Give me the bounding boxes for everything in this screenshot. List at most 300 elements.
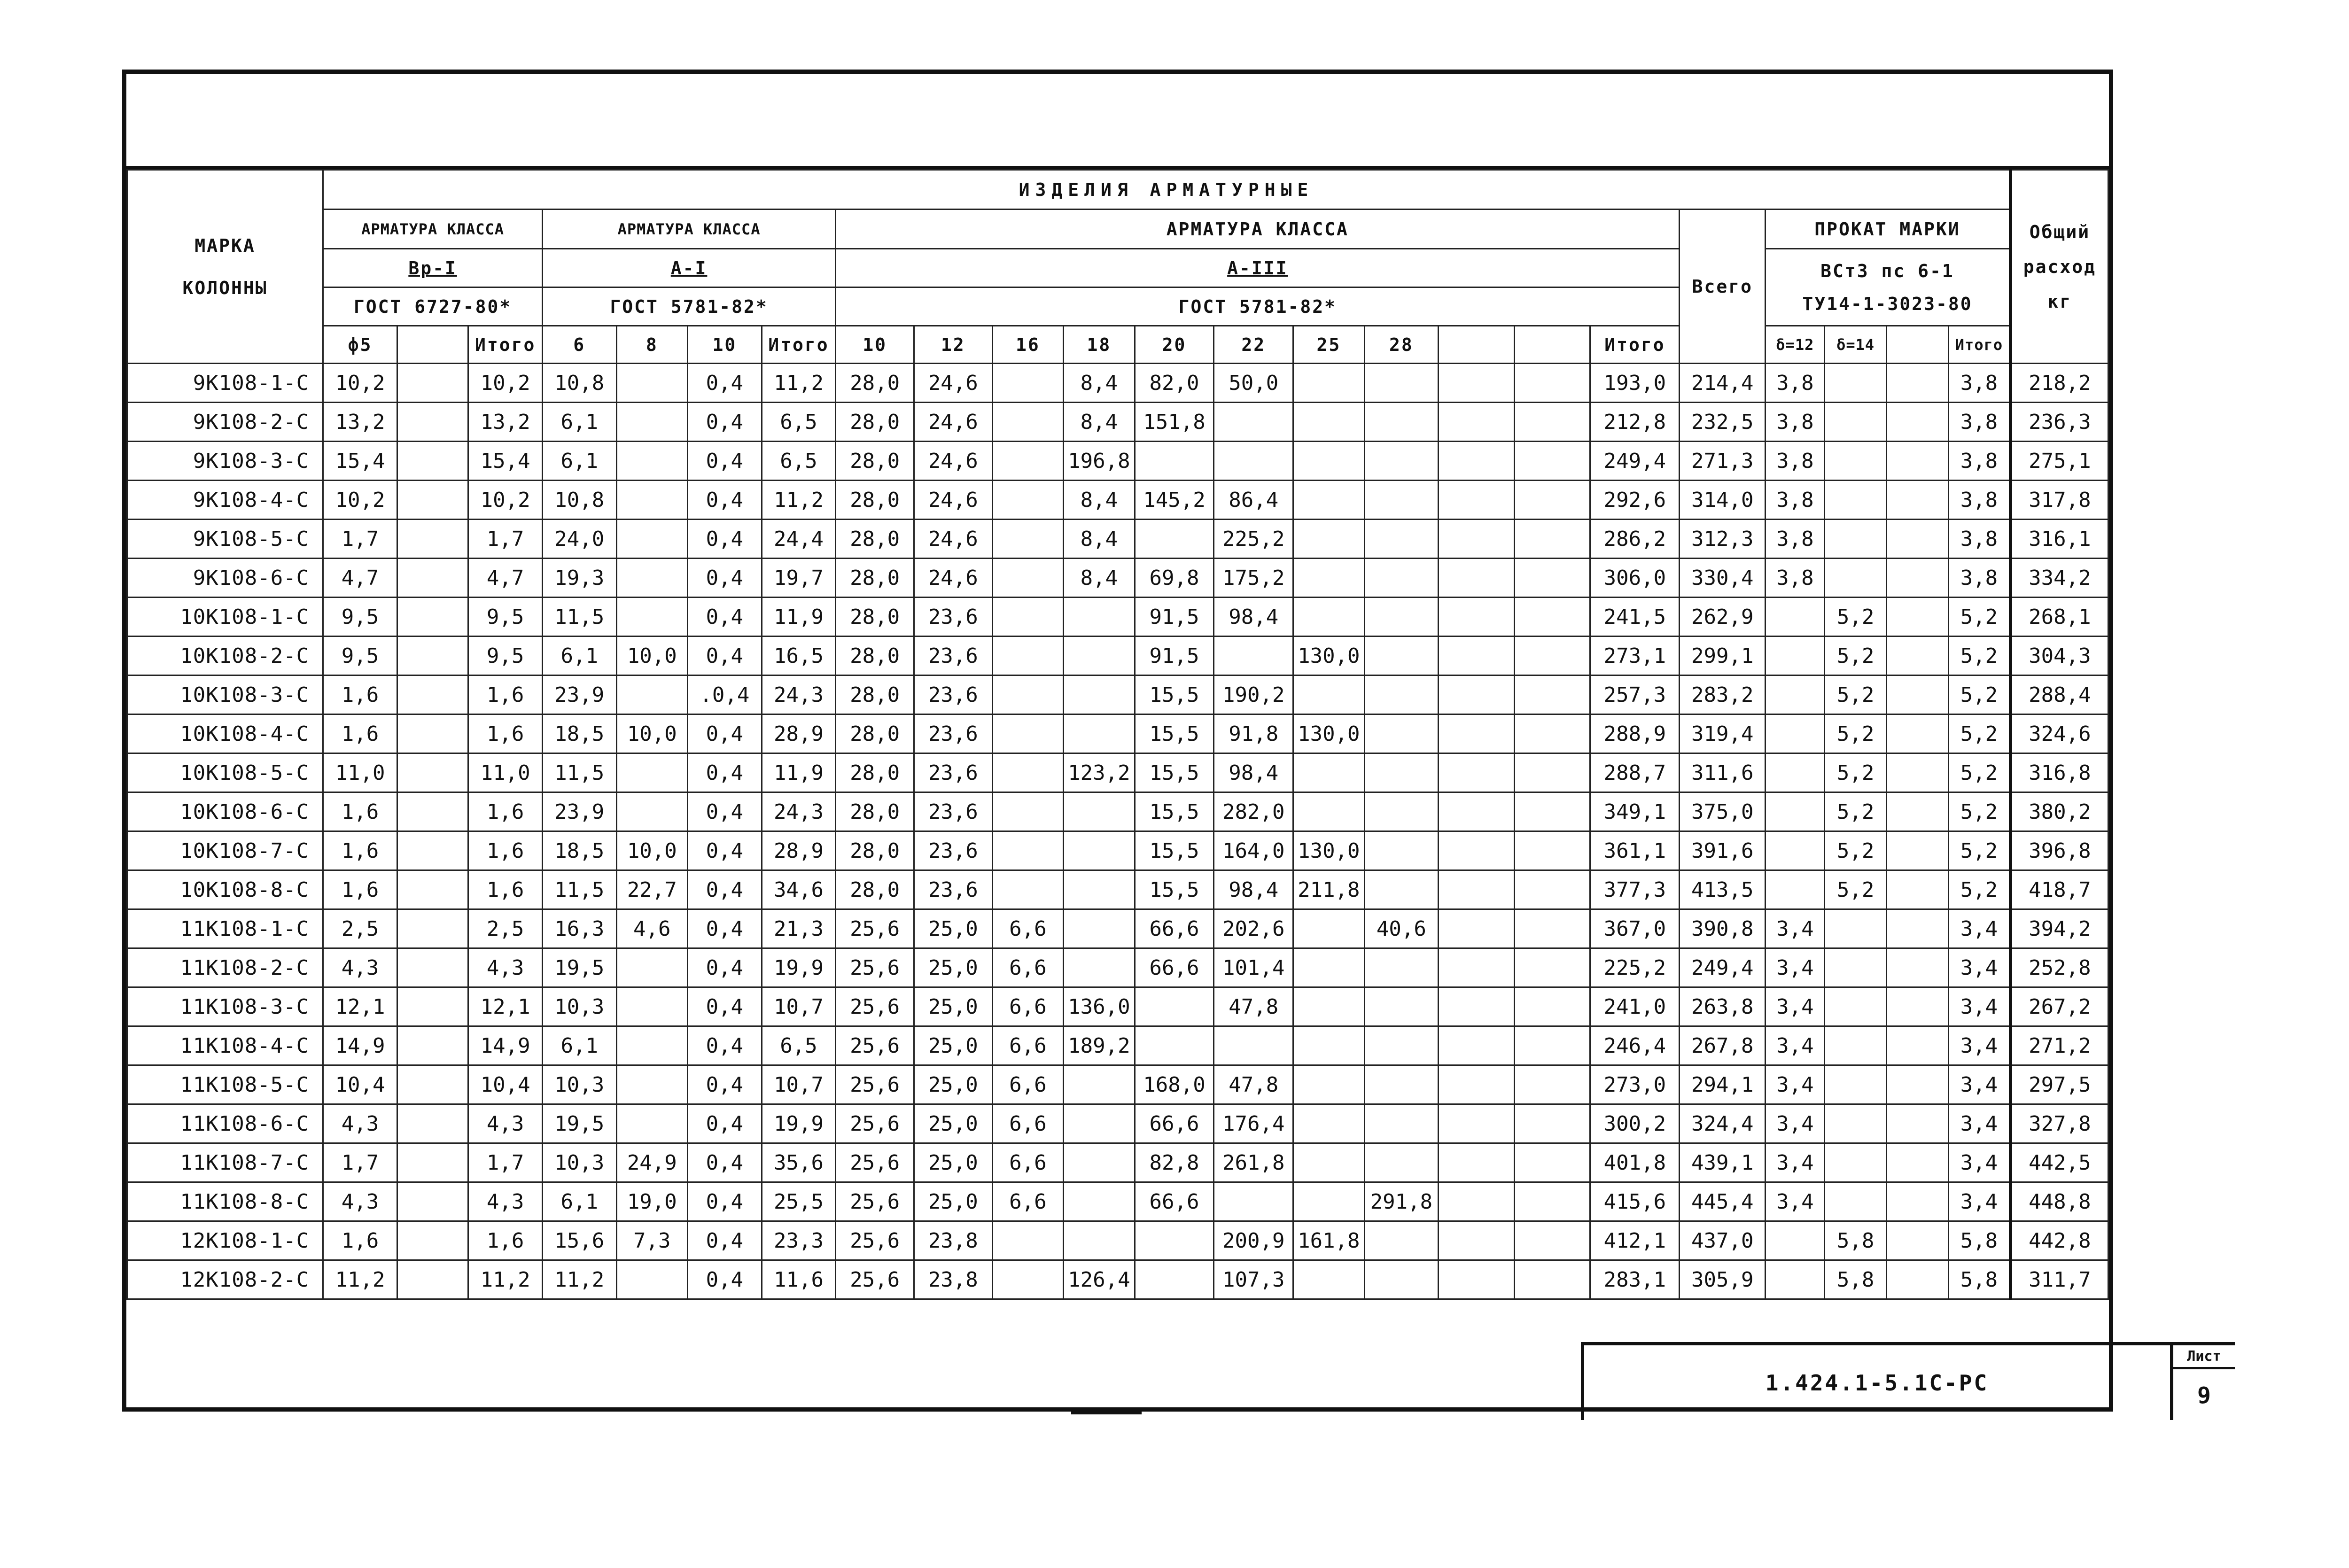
- value-cell: 391,6: [1680, 831, 1766, 870]
- value-cell: [1293, 753, 1365, 792]
- scan-mark: [1071, 1411, 1142, 1414]
- column-mark-cell: 9К108-3-С: [127, 442, 323, 481]
- value-cell: 225,2: [1214, 520, 1293, 559]
- subcol-header: 22: [1214, 326, 1293, 364]
- value-cell: 5,2: [1825, 598, 1886, 637]
- value-cell: 1,7: [468, 1143, 543, 1182]
- value-cell: 3,8: [1766, 559, 1825, 598]
- value-cell: 25,6: [836, 1260, 914, 1299]
- overall-cell: 268,1: [2010, 598, 2108, 637]
- value-cell: 24,6: [914, 403, 992, 442]
- value-cell: [616, 948, 688, 987]
- value-cell: 4,7: [468, 559, 543, 598]
- value-cell: 24,6: [914, 442, 992, 481]
- value-cell: 14,9: [323, 1026, 397, 1065]
- value-cell: [1364, 442, 1439, 481]
- value-cell: [1135, 1026, 1214, 1065]
- value-cell: 2,5: [323, 909, 397, 948]
- value-cell: 439,1: [1680, 1143, 1766, 1182]
- value-cell: [616, 1065, 688, 1104]
- value-cell: [616, 675, 688, 714]
- value-cell: [1064, 1143, 1135, 1182]
- value-cell: 0,4: [688, 714, 762, 753]
- column-mark-cell: 9К108-4-С: [127, 481, 323, 520]
- column-mark-cell: 10К108-3-С: [127, 675, 323, 714]
- value-cell: 5,8: [1949, 1221, 2011, 1260]
- total-header: Всего: [1680, 210, 1766, 364]
- value-cell: [1825, 403, 1886, 442]
- value-cell: 0,4: [688, 753, 762, 792]
- value-cell: 23,6: [914, 831, 992, 870]
- value-cell: 3,8: [1766, 520, 1825, 559]
- value-cell: [1439, 948, 1515, 987]
- value-cell: 6,1: [542, 1182, 616, 1221]
- value-cell: [992, 1260, 1064, 1299]
- value-cell: [1214, 1182, 1293, 1221]
- overall-cell: 252,8: [2010, 948, 2108, 987]
- value-cell: 23,6: [914, 753, 992, 792]
- value-cell: [616, 403, 688, 442]
- value-cell: [397, 637, 468, 675]
- value-cell: [1886, 948, 1948, 987]
- value-cell: 130,0: [1293, 831, 1365, 870]
- value-cell: 214,4: [1680, 364, 1766, 403]
- value-cell: 23,9: [542, 675, 616, 714]
- value-cell: 25,0: [914, 1065, 992, 1104]
- value-cell: [397, 1104, 468, 1143]
- value-cell: 35,6: [762, 1143, 836, 1182]
- overall-cell: 448,8: [2010, 1182, 2108, 1221]
- value-cell: 5,2: [1949, 598, 2011, 637]
- value-cell: 4,7: [323, 559, 397, 598]
- value-cell: 8,4: [1064, 364, 1135, 403]
- value-cell: 34,6: [762, 870, 836, 909]
- value-cell: 1,6: [468, 675, 543, 714]
- value-cell: 19,0: [616, 1182, 688, 1221]
- value-cell: [1135, 1221, 1214, 1260]
- value-cell: [1064, 870, 1135, 909]
- value-cell: [1364, 559, 1439, 598]
- value-cell: [992, 403, 1064, 442]
- value-cell: 91,5: [1135, 598, 1214, 637]
- value-cell: 3,8: [1766, 364, 1825, 403]
- value-cell: [1886, 1221, 1948, 1260]
- value-cell: 3,8: [1949, 559, 2011, 598]
- value-cell: 1,7: [323, 1143, 397, 1182]
- value-cell: [1364, 520, 1439, 559]
- value-cell: [1364, 948, 1439, 987]
- value-cell: [992, 753, 1064, 792]
- value-cell: [1364, 714, 1439, 753]
- value-cell: 211,8: [1293, 870, 1365, 909]
- value-cell: [1514, 520, 1590, 559]
- value-cell: 3,8: [1949, 481, 2011, 520]
- value-cell: [992, 559, 1064, 598]
- value-cell: [397, 1143, 468, 1182]
- value-cell: [1293, 1104, 1365, 1143]
- group3-class: А-III: [836, 249, 1680, 287]
- value-cell: 202,6: [1214, 909, 1293, 948]
- value-cell: [1439, 520, 1515, 559]
- value-cell: [1886, 1143, 1948, 1182]
- value-cell: [1514, 442, 1590, 481]
- value-cell: 8,4: [1064, 403, 1135, 442]
- value-cell: [1766, 675, 1825, 714]
- value-cell: 91,8: [1214, 714, 1293, 753]
- value-cell: [992, 598, 1064, 637]
- top-blank-strip: [126, 74, 2109, 169]
- value-cell: 1,6: [323, 1221, 397, 1260]
- value-cell: 15,5: [1135, 792, 1214, 831]
- value-cell: 288,9: [1590, 714, 1680, 753]
- value-cell: [397, 792, 468, 831]
- value-cell: 25,5: [762, 1182, 836, 1221]
- value-cell: 1,7: [468, 520, 543, 559]
- value-cell: [1439, 909, 1515, 948]
- value-cell: 22,7: [616, 870, 688, 909]
- value-cell: [1766, 1260, 1825, 1299]
- value-cell: [1514, 1221, 1590, 1260]
- value-cell: 28,0: [836, 714, 914, 753]
- value-cell: [1886, 1260, 1948, 1299]
- value-cell: [1364, 1143, 1439, 1182]
- value-cell: [1135, 442, 1214, 481]
- value-cell: [1886, 792, 1948, 831]
- value-cell: 24,3: [762, 792, 836, 831]
- value-cell: 306,0: [1590, 559, 1680, 598]
- value-cell: 9,5: [468, 598, 543, 637]
- value-cell: [1514, 637, 1590, 675]
- value-cell: 15,5: [1135, 753, 1214, 792]
- column-mark-cell: 10К108-4-С: [127, 714, 323, 753]
- value-cell: 3,4: [1949, 948, 2011, 987]
- value-cell: 3,4: [1949, 909, 2011, 948]
- value-cell: [1514, 987, 1590, 1026]
- value-cell: 3,4: [1949, 1143, 2011, 1182]
- value-cell: 8,4: [1064, 481, 1135, 520]
- value-cell: 273,1: [1590, 637, 1680, 675]
- subcol-header: Итого: [1590, 326, 1680, 364]
- value-cell: [1825, 481, 1886, 520]
- value-cell: 12,1: [468, 987, 543, 1026]
- value-cell: 21,3: [762, 909, 836, 948]
- value-cell: [1825, 909, 1886, 948]
- value-cell: 0,4: [688, 1221, 762, 1260]
- value-cell: [1439, 364, 1515, 403]
- value-cell: [1766, 598, 1825, 637]
- value-cell: [397, 364, 468, 403]
- value-cell: [1064, 1065, 1135, 1104]
- value-cell: [1825, 1104, 1886, 1143]
- value-cell: 50,0: [1214, 364, 1293, 403]
- value-cell: 4,3: [323, 948, 397, 987]
- value-cell: [1214, 442, 1293, 481]
- column-mark-cell: 10К108-2-С: [127, 637, 323, 675]
- value-cell: 6,6: [992, 909, 1064, 948]
- value-cell: 3,4: [1766, 1026, 1825, 1065]
- value-cell: 66,6: [1135, 1104, 1214, 1143]
- value-cell: 28,9: [762, 831, 836, 870]
- value-cell: [992, 481, 1064, 520]
- value-cell: 28,0: [836, 792, 914, 831]
- subcol-header: Итого: [468, 326, 543, 364]
- value-cell: 5,2: [1825, 637, 1886, 675]
- value-cell: [1439, 714, 1515, 753]
- value-cell: [1439, 1221, 1515, 1260]
- value-cell: 15,4: [468, 442, 543, 481]
- value-cell: 98,4: [1214, 870, 1293, 909]
- value-cell: [1364, 598, 1439, 637]
- value-cell: 19,3: [542, 559, 616, 598]
- value-cell: [1886, 403, 1948, 442]
- value-cell: [1766, 1221, 1825, 1260]
- value-cell: 0,4: [688, 1065, 762, 1104]
- value-cell: [992, 1221, 1064, 1260]
- value-cell: 3,4: [1949, 1182, 2011, 1221]
- value-cell: 25,0: [914, 987, 992, 1026]
- value-cell: 161,8: [1293, 1221, 1365, 1260]
- value-cell: 1,6: [468, 792, 543, 831]
- table-row: [127, 520, 2108, 559]
- value-cell: [397, 870, 468, 909]
- value-cell: 5,2: [1949, 637, 2011, 675]
- value-cell: 25,6: [836, 909, 914, 948]
- value-cell: 40,6: [1364, 909, 1439, 948]
- overall-cell: 317,8: [2010, 481, 2108, 520]
- value-cell: 6,6: [992, 1026, 1064, 1065]
- value-cell: 361,1: [1590, 831, 1680, 870]
- value-cell: 10,3: [542, 987, 616, 1026]
- value-cell: 1,6: [468, 870, 543, 909]
- value-cell: [1514, 675, 1590, 714]
- value-cell: 6,6: [992, 948, 1064, 987]
- column-mark-cell: 11К108-4-С: [127, 1026, 323, 1065]
- value-cell: 130,0: [1293, 637, 1365, 675]
- value-cell: 16,5: [762, 637, 836, 675]
- group1-gost: ГОСТ 6727-80*: [323, 287, 543, 326]
- value-cell: 10,2: [323, 481, 397, 520]
- value-cell: 311,6: [1680, 753, 1766, 792]
- value-cell: 13,2: [323, 403, 397, 442]
- table-row: [127, 987, 2108, 1026]
- subcol-header: 12: [914, 326, 992, 364]
- value-cell: [992, 442, 1064, 481]
- value-cell: 11,9: [762, 753, 836, 792]
- value-cell: 19,9: [762, 948, 836, 987]
- value-cell: 1,6: [468, 714, 543, 753]
- value-cell: 0,4: [688, 559, 762, 598]
- value-cell: [616, 1026, 688, 1065]
- value-cell: 10,2: [468, 481, 543, 520]
- value-cell: [1825, 948, 1886, 987]
- value-cell: 24,4: [762, 520, 836, 559]
- table-row: [127, 1182, 2108, 1221]
- value-cell: 24,6: [914, 364, 992, 403]
- value-cell: 300,2: [1590, 1104, 1680, 1143]
- value-cell: 10,8: [542, 481, 616, 520]
- value-cell: 145,2: [1135, 481, 1214, 520]
- value-cell: 4,3: [323, 1182, 397, 1221]
- value-cell: 19,7: [762, 559, 836, 598]
- value-cell: 8,4: [1064, 520, 1135, 559]
- value-cell: 25,0: [914, 1143, 992, 1182]
- subcol-header: [1439, 326, 1515, 364]
- value-cell: 25,6: [836, 1182, 914, 1221]
- subcol-header: [1514, 326, 1590, 364]
- value-cell: 47,8: [1214, 1065, 1293, 1104]
- value-cell: [1364, 1260, 1439, 1299]
- value-cell: [1293, 1065, 1365, 1104]
- value-cell: 66,6: [1135, 948, 1214, 987]
- overall-cell: 316,1: [2010, 520, 2108, 559]
- value-cell: 28,0: [836, 403, 914, 442]
- value-cell: 324,4: [1680, 1104, 1766, 1143]
- value-cell: 8,4: [1064, 559, 1135, 598]
- value-cell: 15,5: [1135, 675, 1214, 714]
- value-cell: [1825, 442, 1886, 481]
- subcolumn-header-row: [127, 326, 2108, 364]
- value-cell: 15,5: [1135, 870, 1214, 909]
- value-cell: [1293, 675, 1365, 714]
- value-cell: 0,4: [688, 792, 762, 831]
- column-mark-cell: 11К108-8-С: [127, 1182, 323, 1221]
- value-cell: 86,4: [1214, 481, 1293, 520]
- value-cell: [1886, 714, 1948, 753]
- value-cell: 25,0: [914, 909, 992, 948]
- value-cell: 249,4: [1590, 442, 1680, 481]
- column-mark-cell: 9К108-5-С: [127, 520, 323, 559]
- group2-gost: ГОСТ 5781-82*: [542, 287, 835, 326]
- value-cell: 10,4: [323, 1065, 397, 1104]
- value-cell: [1364, 1065, 1439, 1104]
- overall-cell: 380,2: [2010, 792, 2108, 831]
- value-cell: 1,6: [323, 831, 397, 870]
- value-cell: 193,0: [1590, 364, 1680, 403]
- subcol-header: 25: [1293, 326, 1365, 364]
- value-cell: 19,5: [542, 948, 616, 987]
- value-cell: 28,0: [836, 559, 914, 598]
- subcol-header: 16: [992, 326, 1064, 364]
- value-cell: 291,8: [1364, 1182, 1439, 1221]
- value-cell: 3,4: [1949, 1065, 2011, 1104]
- column-mark-cell: 9К108-6-С: [127, 559, 323, 598]
- value-cell: [1766, 714, 1825, 753]
- value-cell: 3,4: [1766, 1143, 1825, 1182]
- value-cell: [1293, 403, 1365, 442]
- value-cell: 3,8: [1766, 442, 1825, 481]
- value-cell: 312,3: [1680, 520, 1766, 559]
- value-cell: 28,0: [836, 442, 914, 481]
- value-cell: 0,4: [688, 520, 762, 559]
- column-mark-cell: 10К108-1-С: [127, 598, 323, 637]
- value-cell: 367,0: [1590, 909, 1680, 948]
- value-cell: [992, 870, 1064, 909]
- value-cell: [1364, 870, 1439, 909]
- value-cell: 1,6: [323, 675, 397, 714]
- value-cell: 123,2: [1064, 753, 1135, 792]
- value-cell: 5,2: [1949, 753, 2011, 792]
- value-cell: [1439, 987, 1515, 1026]
- subcol-header: [1886, 326, 1948, 364]
- value-cell: [1364, 987, 1439, 1026]
- value-cell: 10,3: [542, 1065, 616, 1104]
- value-cell: 3,4: [1949, 987, 2011, 1026]
- value-cell: [1364, 364, 1439, 403]
- value-cell: 241,5: [1590, 598, 1680, 637]
- value-cell: 0,4: [688, 831, 762, 870]
- value-cell: 0,4: [688, 637, 762, 675]
- value-cell: [1364, 675, 1439, 714]
- value-cell: 249,4: [1680, 948, 1766, 987]
- value-cell: [1439, 442, 1515, 481]
- value-cell: 4,3: [323, 1104, 397, 1143]
- value-cell: 3,8: [1949, 520, 2011, 559]
- value-cell: 16,3: [542, 909, 616, 948]
- overall-cell: 316,8: [2010, 753, 2108, 792]
- value-cell: 136,0: [1064, 987, 1135, 1026]
- value-cell: 25,6: [836, 1104, 914, 1143]
- value-cell: [397, 1182, 468, 1221]
- value-cell: 175,2: [1214, 559, 1293, 598]
- value-cell: [1439, 870, 1515, 909]
- value-cell: 3,4: [1766, 1182, 1825, 1221]
- value-cell: [397, 442, 468, 481]
- value-cell: 7,3: [616, 1221, 688, 1260]
- value-cell: 282,0: [1214, 792, 1293, 831]
- value-cell: 6,1: [542, 403, 616, 442]
- value-cell: [1064, 675, 1135, 714]
- value-cell: 82,0: [1135, 364, 1214, 403]
- value-cell: 168,0: [1135, 1065, 1214, 1104]
- value-cell: 24,6: [914, 520, 992, 559]
- value-cell: 1,6: [323, 870, 397, 909]
- value-cell: 28,0: [836, 520, 914, 559]
- value-cell: 390,8: [1680, 909, 1766, 948]
- value-cell: 3,8: [1949, 364, 2011, 403]
- value-cell: 9,5: [323, 637, 397, 675]
- value-cell: 299,1: [1680, 637, 1766, 675]
- value-cell: 2,5: [468, 909, 543, 948]
- overall-cell: 267,2: [2010, 987, 2108, 1026]
- value-cell: [1364, 637, 1439, 675]
- value-cell: 6,5: [762, 1026, 836, 1065]
- table-row: [127, 1260, 2108, 1299]
- subcol-header: 18: [1064, 326, 1135, 364]
- value-cell: [1064, 1221, 1135, 1260]
- table-row: [127, 481, 2108, 520]
- value-cell: 14,9: [468, 1026, 543, 1065]
- value-cell: [1514, 1065, 1590, 1104]
- value-cell: 3,4: [1766, 1104, 1825, 1143]
- value-cell: [1439, 675, 1515, 714]
- value-cell: 6,6: [992, 1104, 1064, 1143]
- overall-cell: 236,3: [2010, 403, 2108, 442]
- value-cell: 10,2: [323, 364, 397, 403]
- subcol-header: 10: [836, 326, 914, 364]
- value-cell: [1064, 1182, 1135, 1221]
- value-cell: 9,5: [323, 598, 397, 637]
- title-block: [1581, 1342, 2221, 1420]
- value-cell: 1,6: [468, 831, 543, 870]
- value-cell: [616, 364, 688, 403]
- value-cell: 6,6: [992, 987, 1064, 1026]
- value-cell: [1064, 831, 1135, 870]
- value-cell: 25,0: [914, 1026, 992, 1065]
- value-cell: 19,9: [762, 1104, 836, 1143]
- value-cell: 3,4: [1766, 1065, 1825, 1104]
- value-cell: [1439, 598, 1515, 637]
- value-cell: [1514, 714, 1590, 753]
